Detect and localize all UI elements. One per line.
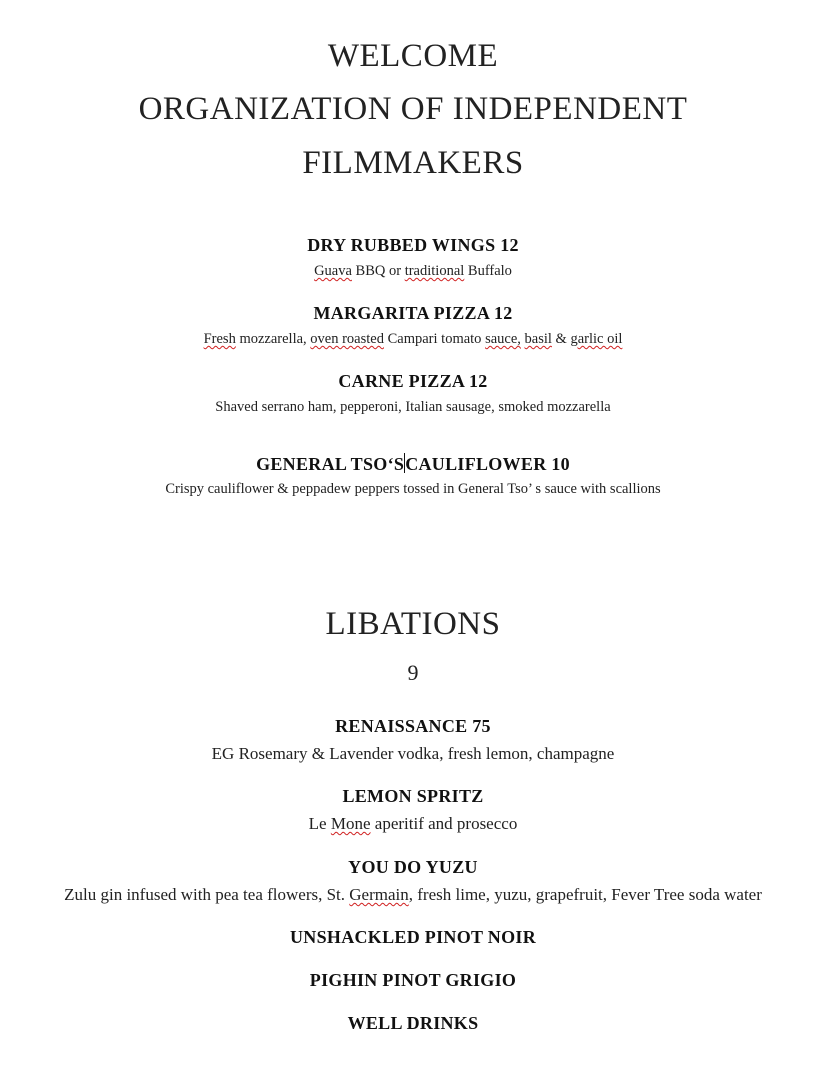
drink-pinot-noir-name: UNSHACKLED PINOT NOIR	[289, 927, 536, 947]
menu-item-carne-name: CARNE PIZZA 12	[338, 371, 488, 391]
description-text: Campari tomato	[383, 331, 486, 347]
welcome-heading: WELCOME	[327, 38, 499, 74]
description-text: mozzarella,	[235, 331, 311, 347]
description-text: BBQ or	[351, 263, 405, 279]
menu-item-margarita-name: MARGARITA PIZZA 12	[313, 303, 513, 323]
misspelled-word: traditional	[404, 263, 465, 279]
description-text: Zulu gin infused with pea tea flowers, St.	[64, 885, 350, 904]
drink-lemon-spritz-description	[0, 814, 826, 834]
drink-pinot-grigio-name: PIGHIN PINOT GRIGIO	[309, 970, 517, 990]
description-text: , fresh lime, yuzu, grapefruit, Fever Tree soda water	[408, 885, 762, 904]
item-name-part: GENERAL TSO‘S	[256, 454, 405, 474]
misspelled-word: Germain	[349, 885, 409, 904]
menu-item-margarita-description	[0, 331, 826, 348]
misspelled-word: Guava	[314, 263, 352, 279]
menu-item-cauliflower-name	[0, 453, 826, 475]
filmmakers-heading: FILMMAKERS	[302, 145, 524, 181]
item-name-part: CAULIFLOWER 10	[405, 454, 570, 474]
description-text: aperitif and prosecco	[370, 814, 518, 833]
misspelled-word: basil	[524, 331, 552, 347]
description-text: Le	[308, 814, 331, 833]
misspelled-word: sauce,	[485, 331, 521, 347]
menu-item-wings-description	[0, 263, 826, 280]
misspelled-word: garlic oil	[570, 331, 623, 347]
drink-yuzu-name: YOU DO YUZU	[348, 857, 478, 877]
misspelled-word: Mone	[330, 814, 371, 833]
misspelled-word: Fresh	[203, 331, 236, 347]
libations-heading: LIBATIONS	[325, 606, 501, 642]
drink-lemon-spritz-name: LEMON SPRITZ	[342, 786, 484, 806]
menu-item-carne-description: Shaved serrano ham, pepperoni, Italian sausage, smoked mozzarella	[215, 399, 611, 415]
drink-renaissance-name: RENAISSANCE 75	[335, 716, 491, 736]
menu-item-wings-name: DRY RUBBED WINGS 12	[307, 235, 519, 255]
misspelled-word: oven roasted	[310, 331, 384, 347]
libations-price: 9	[407, 660, 419, 685]
menu-item-cauliflower-description: Crispy cauliflower & peppadew peppers tossed in General Tso’ s sauce with scallions	[165, 481, 661, 497]
drink-well-drinks-name: WELL DRINKS	[347, 1013, 479, 1033]
drink-renaissance-description: EG Rosemary & Lavender vodka, fresh lemon, champagne	[211, 744, 615, 763]
description-text: &	[551, 331, 571, 347]
organization-heading: ORGANIZATION OF INDEPENDENT	[138, 91, 688, 127]
description-text: Buffalo	[464, 263, 512, 279]
drink-yuzu-description	[0, 885, 826, 905]
